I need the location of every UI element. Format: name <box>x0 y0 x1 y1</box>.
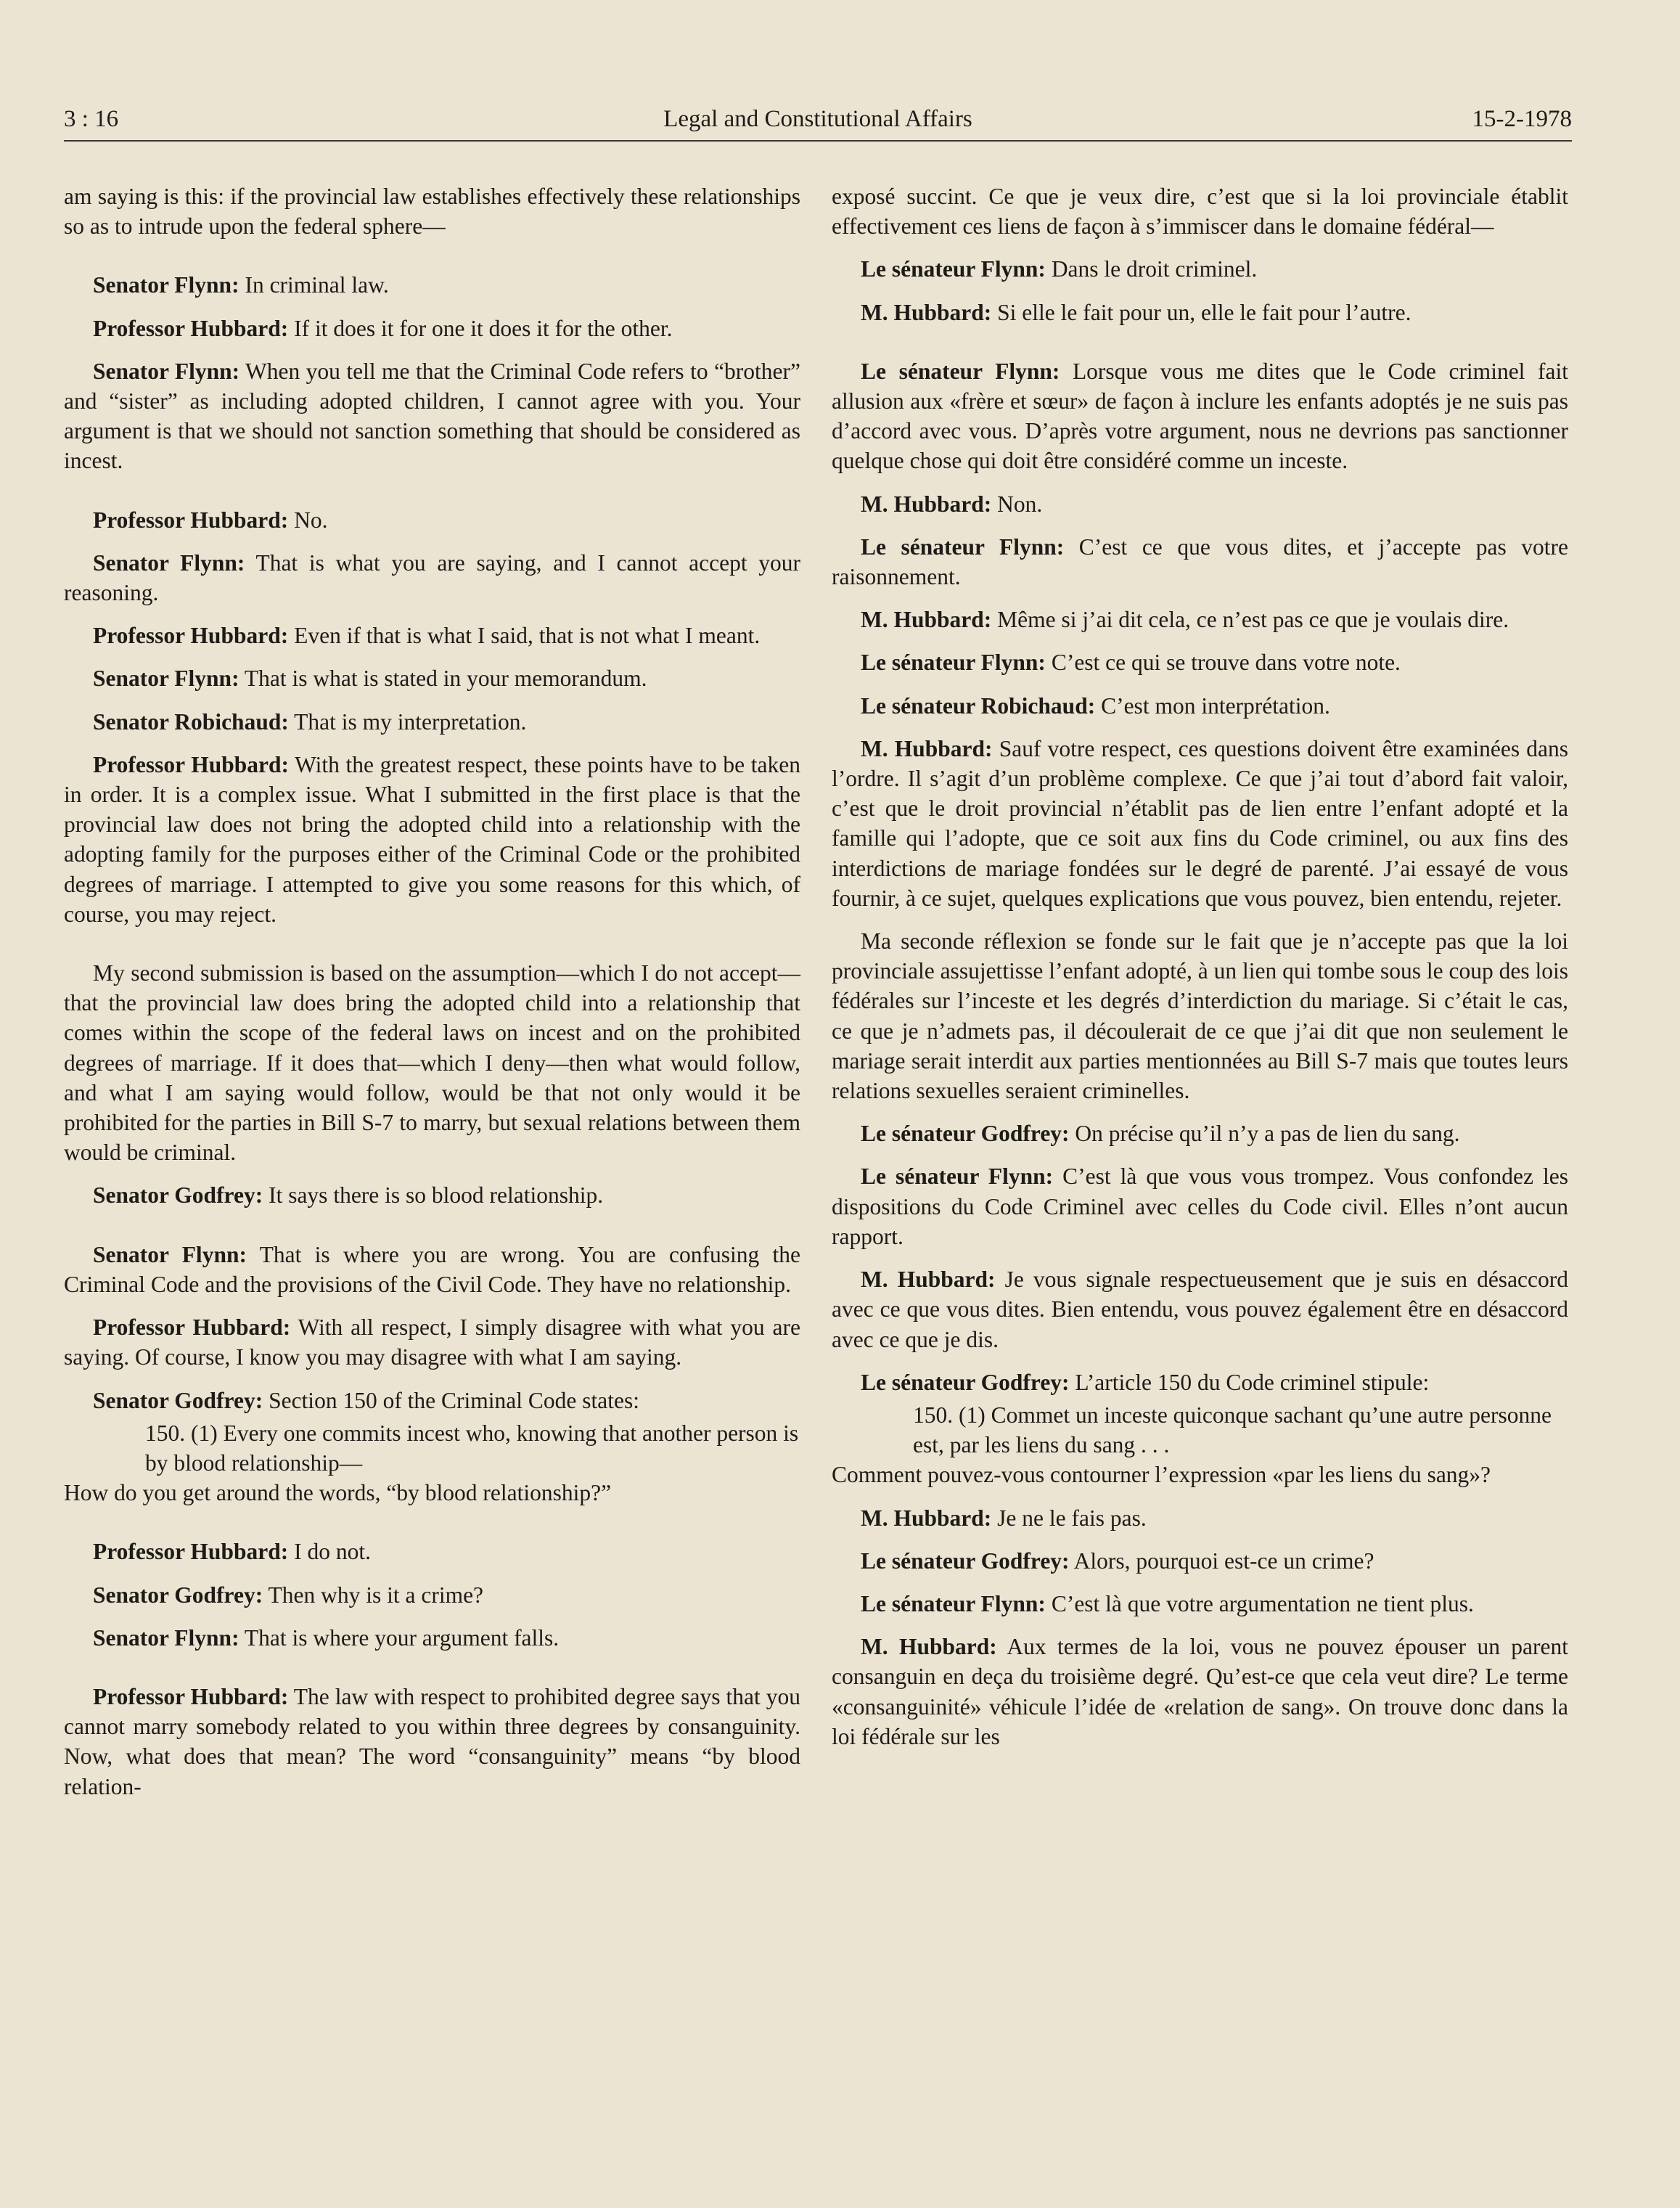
speaker: M. Hubbard: <box>861 735 993 761</box>
page-number: 3 : 16 <box>64 106 119 132</box>
paragraph: Professor Hubbard: With all respect, I simply disagree with what you are saying. Of course, I know you may disagree with what I am saying. <box>64 1314 800 1370</box>
paragraph: Professor Hubbard: With the greatest respect, these points have to be taken in order. It is a complex issue. What I submitted in the first place is that the provincial law does not bring the adopted child into a relationship with the adopting family for the purposes either of the Criminal Code or the prohibited degrees of marriage. I attempted to give you some reasons for this which, of course, you may reject. <box>64 751 801 927</box>
paragraph: Le sénateur Flynn: Lorsque vous me dites que le Code criminel fait allusion aux «frère et sœur» de façon à inclure les enfants adoptés je ne suis pas d’accord avec vous. D’après votre argument, nous ne devrions pas sanctionner quelque chose qui doit être considéré comme un inceste. <box>832 358 1568 474</box>
paragraph: Senator Flynn: That is what is stated in your memorandum. <box>93 666 647 692</box>
paragraph: Professor Hubbard: The law with respect to prohibited degree says that you cannot marry somebody related to you within three degrees by consanguinity. Now, what does that mean? The word “consanguinity” means “by blood relation- <box>64 1683 800 1799</box>
paragraph: Senator Godfrey: Then why is it a crime? <box>93 1582 484 1608</box>
speaker: Senator Flynn: <box>93 358 240 384</box>
paragraph: Senator Godfrey: Section 150 of the Criminal Code states: <box>93 1387 639 1413</box>
page-date: 15-2-1978 <box>1472 106 1572 132</box>
paragraph: Comment pouvez-vous contourner l’expression «par les liens du sang»? <box>832 1462 1491 1488</box>
paragraph: Senator Flynn: That is where you are wrong. You are confusing the Criminal Code and the provisions of the Civil Code. They have no relationship. <box>64 1241 800 1297</box>
speaker: Professor Hubbard: <box>93 751 290 777</box>
speaker: Senator Flynn: <box>93 272 239 298</box>
paragraph: M. Hubbard: Aux termes de la loi, vous ne pouvez épouser un parent consanguin en deça du troisième degré. Qu’est-ce que cela veut dire? Le terme «consanguinité» véhicule l’idée de «relation de sang». On trouve donc dans la loi fédérale sur les <box>832 1634 1569 1749</box>
paragraph: M. Hubbard: Si elle le fait pour un, elle le fait pour l’autre. <box>861 299 1411 325</box>
speaker: Le sénateur Robichaud: <box>861 692 1096 719</box>
speaker: Le sénateur Godfrey: <box>861 1121 1070 1147</box>
speaker: Le sénateur Godfrey: <box>861 1369 1070 1395</box>
statute-quote: 150. (1) Every one commits incest who, knowing that another person is by blood relationship— <box>145 1420 799 1476</box>
speaker: M. Hubbard: <box>861 1505 992 1531</box>
paragraph: Le sénateur Flynn: C’est ce que vous dites, et j’accepte pas votre raisonnement. <box>832 533 1568 590</box>
speaker: Senator Godfrey: <box>93 1582 263 1608</box>
speaker: M. Hubbard: <box>861 1267 996 1293</box>
speaker: Professor Hubbard: <box>93 1683 289 1709</box>
speaker: Senator Godfrey: <box>93 1387 263 1413</box>
speaker: Le sénateur Flynn: <box>861 533 1065 560</box>
statute-quote: 150. (1) Commet un inceste quiconque sachant qu’une autre personne est, par les liens du sang . . . <box>913 1402 1552 1458</box>
speaker: Le sénateur Flynn: <box>861 650 1046 676</box>
paragraph: Professor Hubbard: If it does it for one it does it for the other. <box>93 315 673 341</box>
speaker: Professor Hubbard: <box>93 1539 289 1565</box>
speaker: M. Hubbard: <box>861 1634 997 1660</box>
speaker: M. Hubbard: <box>861 491 992 517</box>
paragraph: Le sénateur Flynn: C’est ce qui se trouve dans votre note. <box>861 650 1401 676</box>
paragraph: Senator Flynn: That is what you are saying, and I cannot accept your reasoning. <box>64 549 800 606</box>
speaker: Senator Flynn: <box>93 1241 247 1267</box>
paragraph: Professor Hubbard: I do not. <box>93 1539 371 1565</box>
paragraph: My second submission is based on the assumption—which I do not accept—that the provincial law does bring the adopted child into a relationship that comes within the scope of the federal laws on incest and on the prohibited degrees of marriage. If it does that—which I deny—then what would follow, and what I am saying would follow, would be that not only would it be prohibited for the parties in Bill S-7 to marry, but sexual relations between them would be criminal. <box>64 960 800 1166</box>
speaker: Senator Flynn: <box>93 549 245 576</box>
paragraph: M. Hubbard: Sauf votre respect, ces questions doivent être examinées dans l’ordre. Il s’agit d’un problème complexe. Ce que j’ai tout d’abord fait valoir, c’est que le droit provincial n’établit pas de lien entre l’enfant adopté et la famille qui l’adopte, que ce soit aux fins du Code criminel, ou aux fins des interdictions de mariage fondées sur le degré de parenté. J’ai essayé de vous fournir, à ce sujet, quelques explications que vous pouvez, bien entendu, rejeter. <box>832 735 1569 911</box>
speaker: Senator Godfrey: <box>93 1182 263 1209</box>
speaker: Professor Hubbard: <box>93 315 289 341</box>
paragraph: Professor Hubbard: Even if that is what I said, that is not what I meant. <box>93 623 761 649</box>
paragraph: Senator Flynn: That is where your argument falls. <box>93 1624 560 1651</box>
paragraph: M. Hubbard: Non. <box>861 491 1043 517</box>
speaker: M. Hubbard: <box>861 299 992 325</box>
paragraph: exposé succint. Ce que je veux dire, c’est que si la loi provinciale établit effectivement ces liens de façon à s’immiscer dans le domaine fédéral— <box>832 184 1568 240</box>
paragraph: Senator Flynn: When you tell me that the Criminal Code refers to “brother” and “sister” as including adopted children, I cannot agree with you. Your argument is that we should not sanction something that should be considered as incest. <box>64 358 800 474</box>
paragraph: Senator Flynn: In criminal law. <box>93 272 389 298</box>
paragraph: M. Hubbard: Je vous signale respectueusement que je suis en désaccord avec ce que vous dites. Bien entendu, vous pouvez également être en désaccord avec ce que je dis. <box>832 1267 1569 1352</box>
paragraph: Professor Hubbard: No. <box>93 507 328 533</box>
speaker: M. Hubbard: <box>861 607 992 633</box>
english-column <box>64 181 800 1815</box>
speaker: Le sénateur Flynn: <box>861 256 1046 282</box>
paragraph: Le sénateur Flynn: C’est là que votre argumentation ne tient plus. <box>861 1590 1474 1616</box>
paragraph: Le sénateur Godfrey: Alors, pourquoi est-ce un crime? <box>861 1547 1374 1574</box>
paragraph: Le sénateur Godfrey: On précise qu’il n’y a pas de lien du sang. <box>861 1121 1460 1147</box>
speaker: Professor Hubbard: <box>93 623 289 649</box>
paragraph: Ma seconde réflexion se fonde sur le fait que je n’accepte pas que la loi provinciale assujettisse l’enfant adopté, à un lien qui tombe sous le coup des lois fédérales sur l’inceste et les degrés d’interdiction du mariage. Si c’était le cas, ce que je n’admets pas, il découlerait de ce que j’ai dit que non seulement le mariage serait interdit aux parties mentionnées au Bill S-7 mais que toutes leurs relations sexuelles seraient criminelles. <box>832 928 1568 1104</box>
page-header <box>64 103 1572 141</box>
paragraph: Le sénateur Godfrey: L’article 150 du Code criminel stipule: <box>861 1369 1430 1395</box>
paragraph: am saying is this: if the provincial law establishes effectively these relationships so as to intrude upon the federal sphere— <box>64 184 800 240</box>
paragraph: How do you get around the words, “by blood relationship?” <box>64 1480 612 1506</box>
running-title: Legal and Constitutional Affairs <box>663 106 972 132</box>
paragraph: Senator Robichaud: That is my interpretation. <box>93 708 527 735</box>
speaker: Le sénateur Flynn: <box>861 1164 1054 1190</box>
speaker: Senator Flynn: <box>93 666 239 692</box>
paragraph: Le sénateur Flynn: Dans le droit criminel. <box>861 256 1258 282</box>
speaker: Le sénateur Godfrey: <box>861 1547 1070 1574</box>
paragraph: M. Hubbard: Même si j’ai dit cela, ce n’est pas ce que je voulais dire. <box>861 607 1509 633</box>
paragraph: Le sénateur Robichaud: C’est mon interprétation. <box>861 692 1330 719</box>
speaker: Senator Robichaud: <box>93 708 289 735</box>
paragraph: Le sénateur Flynn: C’est là que vous vous trompez. Vous confondez les dispositions du Code Criminel avec celles du Code civil. Elles n’ont aucun rapport. <box>832 1164 1568 1249</box>
speaker: Professor Hubbard: <box>93 507 289 533</box>
header-rule <box>64 140 1572 142</box>
paragraph: Senator Godfrey: It says there is so blood relationship. <box>93 1182 604 1209</box>
paragraph: M. Hubbard: Je ne le fais pas. <box>861 1505 1147 1531</box>
speaker: Senator Flynn: <box>93 1624 239 1651</box>
french-column <box>832 181 1568 1765</box>
speaker: Le sénateur Flynn: <box>861 1590 1046 1616</box>
speaker: Le sénateur Flynn: <box>861 358 1060 384</box>
speaker: Professor Hubbard: <box>93 1314 291 1341</box>
